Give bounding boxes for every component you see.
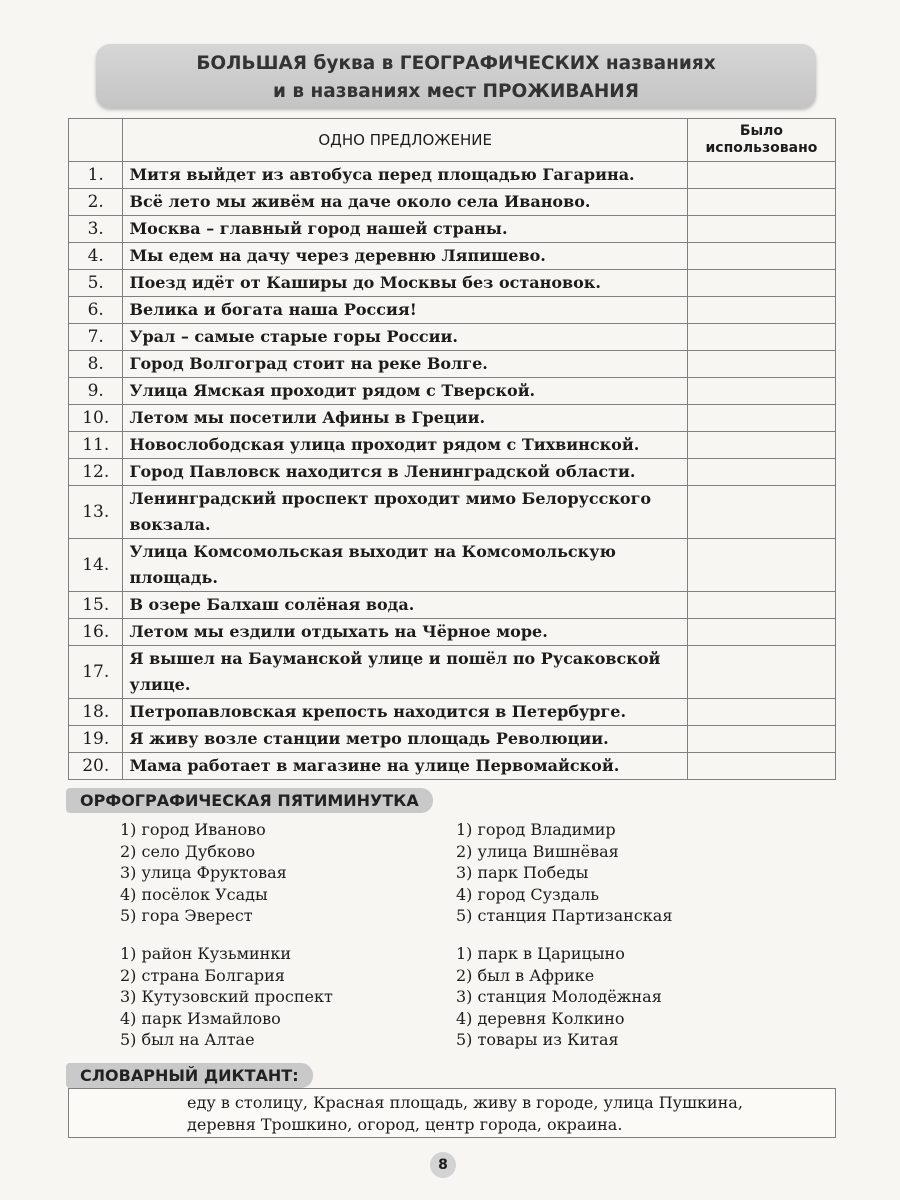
sentence-text: Мама работает в магазине на улице Первомайской. [123,753,687,780]
table-row [69,243,836,270]
exercise-item: 3) станция Молодёжная [456,987,662,1006]
sentence-text: Новослободская улица проходит рядом с Тихвинской. [123,432,687,459]
row-number: 8. [69,351,123,378]
exercise-item: 1) город Владимир [456,820,616,839]
sentence-text: Я вышел на Бауманской улице и пошёл по Русаковской улице. [123,646,687,699]
exercise-item: 5) был на Алтае [120,1030,255,1049]
used-checkbox-cell[interactable] [687,189,835,216]
exercise-item: 5) товары из Китая [456,1030,619,1049]
row-number: 20. [69,753,123,780]
used-checkbox-cell[interactable] [687,699,835,726]
exercise-item: 4) посёлок Усады [120,884,268,904]
row-number: 17. [69,646,123,699]
used-header: Было использовано [687,119,835,162]
exercise-item: 4) парк Измайлово [120,1008,281,1028]
used-checkbox-cell[interactable] [687,324,835,351]
sentence-text: Митя выйдет из автобуса перед площадью Гагарина. [123,162,687,189]
row-number: 4. [69,243,123,270]
table-row [69,486,836,539]
sentence-text: Я живу возле станции метро площадь Революции. [123,726,687,753]
sentence-text: Улица Комсомольская выходит на Комсомольскую площадь. [123,539,687,592]
sentence-text: Летом мы посетили Афины в Греции. [123,405,687,432]
sentence-text: Ленинградский проспект проходит мимо Белорусского вокзала. [123,486,687,539]
table-row [69,216,836,243]
used-checkbox-cell[interactable] [687,432,835,459]
exercise-item: 2) улица Вишнёвая [456,841,619,861]
exercise-item: 3) Кутузовский проспект [120,987,333,1006]
sentence-text: Урал – самые старые горы России. [123,324,687,351]
table-row [69,726,836,753]
row-number: 12. [69,459,123,486]
sentence-text: Всё лето мы живём на даче около села Иваново. [123,189,687,216]
row-number: 15. [69,592,123,619]
sentence-text: Поезд идёт от Каширы до Москвы без остановок. [123,270,687,297]
used-checkbox-cell[interactable] [687,162,835,189]
row-number: 16. [69,619,123,646]
page-title-line-1: БОЛЬШАЯ буква в ГЕОГРАФИЧЕСКИХ названиях [196,53,716,74]
exercise-column-left [120,943,456,1051]
used-checkbox-cell[interactable] [687,243,835,270]
exercise-item: 5) станция Партизанская [456,906,673,925]
exercise-group-2 [120,943,760,1051]
used-checkbox-cell[interactable] [687,539,835,592]
table-row [69,592,836,619]
table-row [69,405,836,432]
used-checkbox-cell[interactable] [687,378,835,405]
table-header-row [69,119,836,162]
used-checkbox-cell[interactable] [687,405,835,432]
exercise-group-1 [120,819,760,927]
table-row [69,162,836,189]
table-row [69,351,836,378]
row-number: 11. [69,432,123,459]
used-checkbox-cell[interactable] [687,592,835,619]
num-header [69,119,123,162]
used-checkbox-cell[interactable] [687,646,835,699]
used-checkbox-cell[interactable] [687,297,835,324]
table-row [69,297,836,324]
exercise-item: 3) парк Победы [456,863,589,882]
table-row [69,378,836,405]
exercise-item: 2) село Дубково [120,841,256,861]
exercise-column-right [456,819,756,927]
sentence-text: Петропавловская крепость находится в Петербурге. [123,699,687,726]
sentence-text: В озере Балхаш солёная вода. [123,592,687,619]
exercise-item: 1) район Кузьминки [120,944,292,963]
five-minute-label: ОРФОГРАФИЧЕСКАЯ ПЯТИМИНУТКА [66,788,433,813]
table-row [69,619,836,646]
sentence-text: Мы едем на дачу через деревню Ляпишево. [123,243,687,270]
row-number: 10. [69,405,123,432]
exercise-column-right [456,943,756,1051]
used-checkbox-cell[interactable] [687,486,835,539]
row-number: 3. [69,216,123,243]
exercise-item: 4) город Суздаль [456,884,599,904]
exercise-item: 4) деревня Колкино [456,1008,625,1028]
sentence-text: Город Волгоград стоит на реке Волге. [123,351,687,378]
table-row [69,753,836,780]
sentence-text: Москва – главный город нашей страны. [123,216,687,243]
page-title-banner [96,44,816,108]
used-checkbox-cell[interactable] [687,459,835,486]
sentence-text: Летом мы ездили отдыхать на Чёрное море. [123,619,687,646]
exercise-item: 2) был в Африке [456,965,595,985]
exercise-item: 1) парк в Царицыно [456,944,625,963]
exercise-item: 5) гора Эверест [120,906,253,925]
table-row [69,432,836,459]
row-number: 13. [69,486,123,539]
exercise-item: 3) улица Фруктовая [120,863,287,882]
dictation-line-2: деревня Трошкино, огород, центр города, окраина. [187,1115,623,1134]
table-row [69,539,836,592]
sentences-table [68,118,836,780]
sentence-text: Улица Ямская проходит рядом с Тверской. [123,378,687,405]
sentence-text: Велика и богата наша Россия! [123,297,687,324]
sentence-header: ОДНО ПРЕДЛОЖЕНИЕ [123,119,687,162]
table-row [69,324,836,351]
exercise-column-left [120,819,456,927]
used-checkbox-cell[interactable] [687,753,835,780]
dictation-label: СЛОВАРНЫЙ ДИКТАНТ: [66,1063,313,1088]
row-number: 18. [69,699,123,726]
page-number: 8 [430,1152,456,1178]
row-number: 14. [69,539,123,592]
row-number: 5. [69,270,123,297]
dictation-line-1: еду в столицу, Красная площадь, живу в городе, улица Пушкина, [187,1093,743,1112]
used-checkbox-cell[interactable] [687,216,835,243]
used-checkbox-cell[interactable] [687,351,835,378]
dictation-box [68,1088,836,1138]
row-number: 9. [69,378,123,405]
exercise-item: 2) страна Болгария [120,965,285,985]
row-number: 7. [69,324,123,351]
table-row [69,459,836,486]
row-number: 19. [69,726,123,753]
table-row [69,699,836,726]
used-checkbox-cell[interactable] [687,726,835,753]
row-number: 1. [69,162,123,189]
used-checkbox-cell[interactable] [687,619,835,646]
table-row [69,270,836,297]
exercise-item: 1) город Иваново [120,820,266,839]
used-checkbox-cell[interactable] [687,270,835,297]
sentence-text: Город Павловск находится в Ленинградской области. [123,459,687,486]
row-number: 2. [69,189,123,216]
row-number: 6. [69,297,123,324]
table-row [69,189,836,216]
table-row [69,646,836,699]
page-title-line-2: и в названиях мест ПРОЖИВАНИЯ [272,81,640,102]
